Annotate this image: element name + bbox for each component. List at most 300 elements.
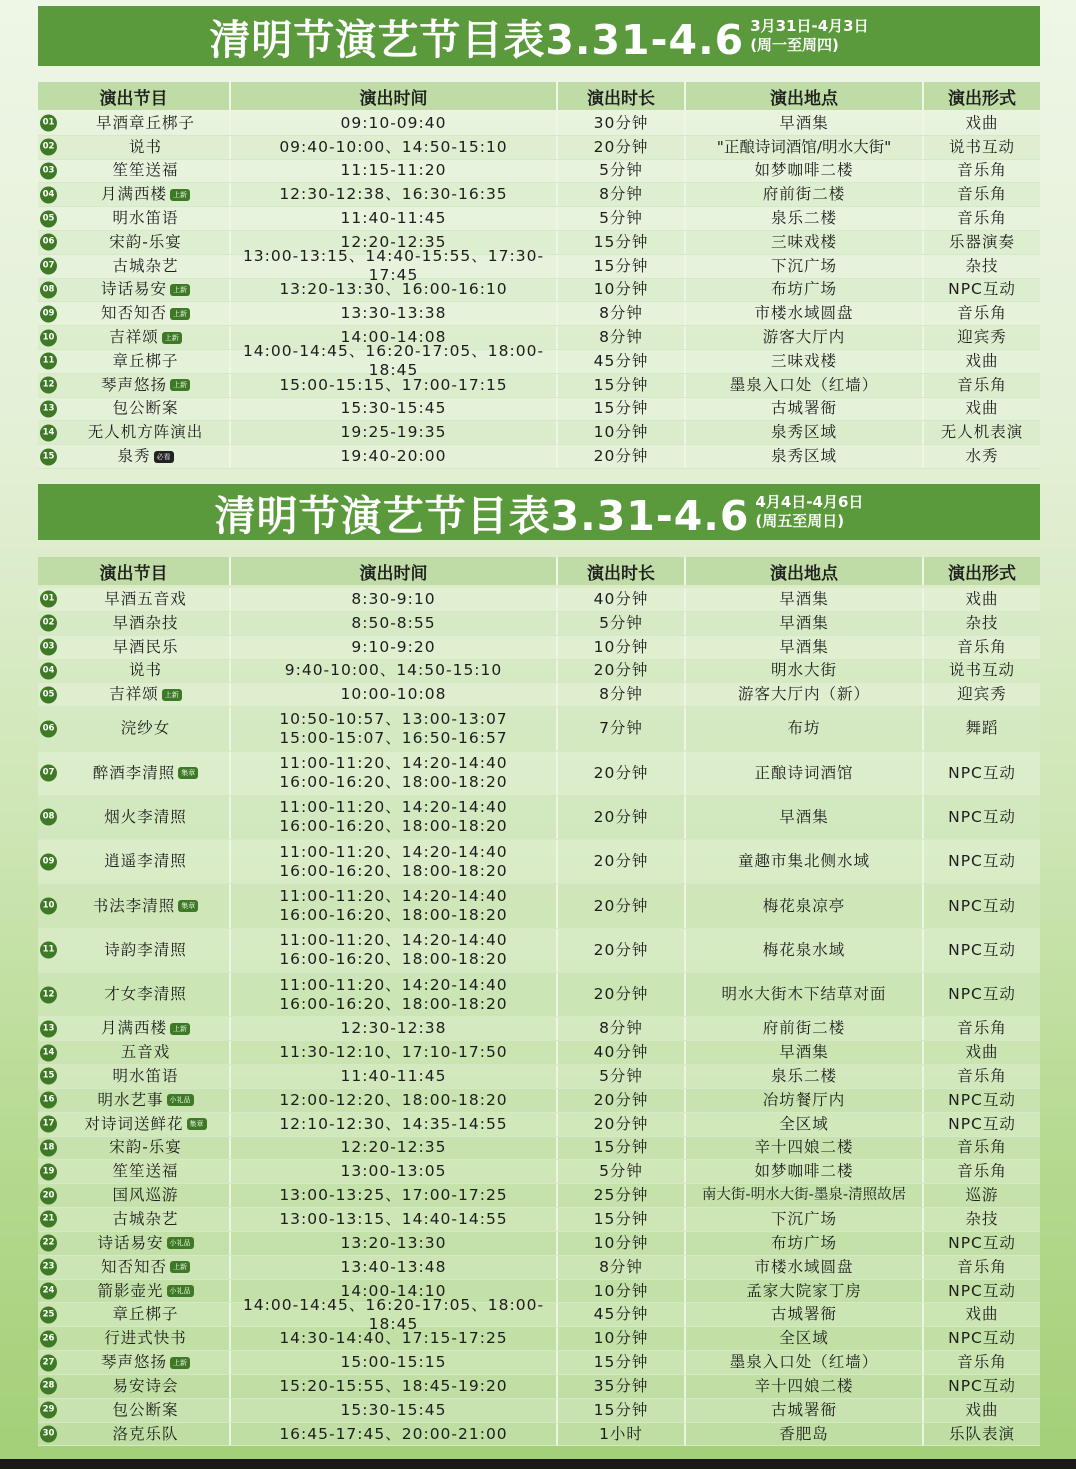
cell-place: 府前街二楼 [686,1017,924,1040]
row-number-badge: 10 [40,329,57,346]
time-line: 11:40-11:45 [340,1066,447,1085]
cell-place: 泉秀区域 [686,445,924,468]
program-name-wrap [101,1019,190,1038]
cell-program [38,1017,231,1040]
program-name: 早酒杂技 [112,613,179,632]
table-row [38,973,1040,1017]
cell-time [231,183,558,206]
cell-program [38,255,231,278]
program-name-wrap [101,185,190,204]
row-number-badge: 16 [40,1092,57,1109]
cell-program [38,1327,231,1350]
time-line: 13:00-13:05 [340,1162,447,1181]
program-name: 古城杂艺 [112,256,179,275]
cell-program [38,279,231,302]
cell-place: 辛十四娘二楼 [686,1375,924,1398]
cell-place: 童趣市集北侧水域 [686,840,924,883]
cell-time [231,1017,558,1040]
cell-program [38,1137,231,1160]
time-lines [279,185,507,204]
row-number-badge: 27 [40,1354,57,1371]
cell-place: 早酒集 [686,588,924,611]
time-line: 16:00-16:20、18:00-18:20 [279,906,508,925]
cell-duration: 20分钟 [558,840,686,883]
time-lines [279,1210,507,1229]
row-number-badge: 12 [40,377,57,394]
program-name: 对诗词送鲜花 [84,1114,184,1133]
cell-form: 戏曲 [965,1043,999,1062]
row-number-badge: 03 [40,162,57,179]
table-row [38,1017,1040,1041]
cell-form: 迎宾秀 [957,328,1007,347]
time-lines [341,1353,447,1372]
cell-time [231,445,558,468]
cell-duration: 40分钟 [558,1041,686,1064]
cell-place: 早酒集 [686,112,924,135]
cell-program [38,445,231,468]
row-number-badge: 29 [40,1402,57,1419]
time-line: 12:20-12:35 [340,232,447,251]
time-lines [279,1115,507,1134]
table-row [38,683,1040,707]
program-tag-badge: 上新 [162,332,182,344]
header-duration: 演出时长 [558,82,686,110]
table-row [38,398,1040,422]
cell-form: 说书互动 [948,137,1015,156]
program-tag-badge: 集章 [187,1118,207,1130]
cell-place: 如梦咖啡二楼 [686,160,924,183]
program-name: 包公断案 [112,1400,179,1419]
cell-program [38,1065,231,1088]
program-name: 醉酒李清照 [92,763,176,782]
cell-duration: 5分钟 [558,1160,686,1183]
program-name: 逍遥李清照 [104,852,187,871]
cell-program [38,160,231,183]
program-name-wrap [112,614,178,633]
cell-form: 戏曲 [965,351,999,370]
cell-place: 明水大街 [686,660,924,683]
cell-time [231,1089,558,1112]
table-row [38,796,1040,840]
row-number-badge: 09 [40,853,57,870]
program-name: 箭影壶光 [97,1281,164,1300]
cell-time [231,136,558,159]
row-number-badge: 21 [40,1211,57,1228]
cell-duration: 15分钟 [558,374,686,397]
time-lines [279,138,507,157]
time-line: 13:40-13:48 [340,1257,447,1276]
row-number-badge: 10 [40,898,57,915]
program-name-wrap [112,1162,178,1181]
program-name-wrap [112,1186,178,1205]
cell-duration: 15分钟 [558,1351,686,1374]
cell-time [231,1295,558,1333]
cell-duration: 8分钟 [558,326,686,349]
cell-time [231,973,558,1016]
cell-duration: 15分钟 [558,255,686,278]
time-line: 11:00-11:20、14:20-14:40 [279,754,508,773]
program-name: 易安诗会 [112,1376,179,1395]
program-name-wrap [109,685,182,704]
program-name: 知否知否 [100,304,167,323]
cell-time [231,707,558,750]
program-name-wrap [112,1377,178,1396]
cell-duration: 10分钟 [558,421,686,444]
time-line: 16:00-16:20、18:00-18:20 [279,950,508,969]
program-tag-badge: 必看 [154,451,174,463]
time-line: 16:00-16:20、18:00-18:20 [279,861,508,880]
section2-subtitle [755,493,863,531]
cell-form: 戏曲 [965,113,999,132]
cell-program [38,612,231,635]
program-name: 浣纱女 [120,719,171,738]
time-lines [351,590,435,609]
cell-place: 古城署衙 [686,1399,924,1422]
cell-duration: 10分钟 [558,279,686,302]
bottom-bar [0,1459,1076,1469]
section2-banner [38,484,1040,540]
header-place: 演出地点 [686,82,924,110]
cell-time [231,302,558,325]
program-name-wrap [112,1067,178,1086]
cell-program [38,421,231,444]
cell-form: NPC互动 [948,1329,1016,1348]
program-name: 明水艺事 [97,1090,164,1109]
cell-time [231,1327,558,1350]
cell-program [38,326,231,349]
time-lines [285,661,503,680]
section1-sub-days: (周一至周四) [750,36,839,54]
section1-header-row [38,82,1040,110]
program-name-wrap [104,941,187,960]
cell-duration: 20分钟 [558,1089,686,1112]
time-lines [341,209,447,228]
cell-place: 正酿诗词酒馆 [686,752,924,795]
table-row [38,112,1040,136]
cell-form: NPC互动 [948,763,1016,782]
cell-form: NPC互动 [948,896,1016,915]
header-form: 演出形式 [948,88,1016,109]
cell-duration: 8分钟 [558,1256,686,1279]
header-duration: 演出时长 [558,557,686,585]
row-number-badge: 25 [40,1306,57,1323]
cell-duration: 45分钟 [558,350,686,373]
cell-duration: 30分钟 [558,112,686,135]
table-row [38,752,1040,796]
cell-time [231,796,558,839]
cell-duration: 8分钟 [558,302,686,325]
cell-duration: 20分钟 [558,445,686,468]
cell-time [231,374,558,397]
cell-form: NPC互动 [948,852,1016,871]
cell-program [38,707,231,750]
program-name: 吉祥颂 [109,685,159,704]
cell-place: 市楼水域圆盘 [686,302,924,325]
time-lines [341,447,447,466]
row-number-badge: 03 [40,639,57,656]
table-row [38,588,1040,612]
time-line: 15:00-15:07、16:50-16:57 [279,728,508,747]
cell-time [231,421,558,444]
program-tag-badge: 小礼品 [167,1094,194,1106]
cell-duration: 20分钟 [558,136,686,159]
time-lines [279,1425,507,1444]
time-line: 11:00-11:20、14:20-14:40 [279,887,508,906]
time-line: 16:45-17:45、20:00-21:00 [279,1424,508,1443]
time-line: 15:00-15:15、17:00-17:15 [279,375,508,394]
program-name-wrap [104,985,187,1004]
program-name-wrap [97,1234,193,1253]
row-number-badge: 14 [40,424,57,441]
cell-place: 早酒集 [686,796,924,839]
table-row [38,636,1040,660]
program-name-wrap [112,1305,178,1324]
row-number-badge: 01 [40,115,57,132]
row-number-badge: 24 [40,1283,57,1300]
time-line: 8:50-8:55 [351,613,436,632]
cell-place: 香肥岛 [686,1423,924,1446]
cell-program [38,884,231,927]
time-lines [279,376,507,395]
row-number-badge: 12 [40,986,57,1003]
cell-form: NPC互动 [948,940,1016,959]
time-line: 14:00-14:08 [340,328,447,347]
cell-place: 泉乐二楼 [686,1065,924,1088]
cell-form: 杂技 [965,1209,999,1228]
program-name-wrap [129,138,162,157]
cell-place: 下沉广场 [686,1208,924,1231]
table-row [38,445,1040,469]
cell-time [231,1399,558,1422]
time-lines [351,638,435,657]
cell-time [231,1256,558,1279]
time-line: 13:20-13:30 [340,1233,447,1252]
cell-place: 下沉广场 [686,255,924,278]
program-tag-badge: 上新 [162,689,182,701]
cell-duration: 40分钟 [558,588,686,611]
program-name-wrap [112,209,178,228]
section1-table [38,112,1040,469]
time-line: 11:15-11:20 [340,161,447,180]
row-number-badge: 01 [40,591,57,608]
table-row [38,1089,1040,1113]
program-tag-badge: 集章 [178,900,198,912]
row-number-badge: 04 [40,186,57,203]
program-name: 笙笙送福 [112,161,179,180]
cell-program [38,183,231,206]
time-line: 13:00-13:15、14:40-14:55 [279,1209,508,1228]
program-name: 包公断案 [112,399,179,418]
time-lines [279,1186,507,1205]
cell-form: 音乐角 [957,1138,1007,1157]
cell-form: 戏曲 [965,1305,999,1324]
cell-program [38,350,231,373]
cell-time [231,884,558,927]
cell-form: NPC互动 [948,1090,1016,1109]
time-line: 19:25-19:35 [340,423,447,442]
row-number-badge: 18 [40,1139,57,1156]
cell-duration: 20分钟 [558,1113,686,1136]
row-number-badge: 06 [40,234,57,251]
program-name: 无人机方阵演出 [87,423,204,442]
cell-program [38,1041,231,1064]
cell-form: 音乐角 [957,1353,1007,1372]
time-lines [279,280,507,299]
cell-time [231,1113,558,1136]
table-row [38,1160,1040,1184]
cell-time [231,1375,558,1398]
time-line: 11:00-11:20、14:20-14:40 [279,842,508,861]
program-name: 诗话易安 [97,1233,164,1252]
time-line: 12:20-12:35 [340,1138,447,1157]
cell-place: 早酒集 [686,636,924,659]
cell-time [231,398,558,421]
cell-place: 布坊 [686,707,924,750]
header-time: 演出时间 [231,82,558,110]
program-name: 洛克乐队 [112,1424,179,1443]
program-name-wrap [112,1401,178,1420]
cell-place: 三味戏楼 [686,231,924,254]
cell-form: 杂技 [965,256,999,275]
program-name: 吉祥颂 [109,328,159,347]
time-line: 12:30-12:38、16:30-16:35 [279,185,508,204]
cell-place: 墨泉入口处（红墙） [686,374,924,397]
cell-duration: 8分钟 [558,683,686,706]
program-name-wrap [112,352,178,371]
row-number-badge: 08 [40,809,57,826]
cell-form: 音乐角 [957,304,1007,323]
row-number-badge: 17 [40,1116,57,1133]
program-name-wrap [129,661,162,680]
cell-duration: 10分钟 [558,1232,686,1255]
program-name-wrap [101,1258,190,1277]
section2-table [38,588,1040,1446]
program-name: 章丘梆子 [112,351,179,370]
cell-form: 迎宾秀 [957,685,1007,704]
cell-place: 全区域 [686,1113,924,1136]
section2-sub-days: (周五至周日) [755,512,845,530]
row-number-badge: 15 [40,1068,57,1085]
program-name-wrap [112,257,178,276]
cell-program [38,1375,231,1398]
cell-program [38,112,231,135]
time-line: 16:00-16:20、18:00-18:20 [279,817,508,836]
time-line: 11:00-11:20、14:20-14:40 [279,975,508,994]
table-row [38,1232,1040,1256]
time-lines [279,976,507,1014]
cell-time [231,342,558,380]
program-name: 古城杂艺 [112,1209,179,1228]
time-line: 12:10-12:30、14:35-14:55 [279,1114,508,1133]
cell-place: 布坊广场 [686,279,924,302]
program-tag-badge: 小礼品 [167,1285,194,1297]
time-line: 9:40-10:00、14:50-15:10 [284,661,503,680]
table-row [38,884,1040,928]
table-row [38,279,1040,303]
cell-form: 音乐角 [957,375,1007,394]
cell-program [38,1399,231,1422]
time-line: 11:00-11:20、14:20-14:40 [279,931,508,950]
program-name: 琴声悠扬 [100,1353,167,1372]
program-tag-badge: 上新 [170,284,190,296]
row-number-badge: 13 [40,1020,57,1037]
program-name-wrap [97,1091,193,1110]
table-row [38,421,1040,445]
program-name: 月满西楼 [100,1019,167,1038]
cell-form: 音乐角 [957,1066,1007,1085]
time-lines [341,1234,447,1253]
cell-program [38,1256,231,1279]
table-row [38,612,1040,636]
cell-place: 古城署衙 [686,398,924,421]
time-lines [341,1019,447,1038]
cell-form: 音乐角 [957,637,1007,656]
cell-form: NPC互动 [948,985,1016,1004]
program-name: 笙笙送福 [112,1162,179,1181]
table-row [38,183,1040,207]
header-program: 演出节目 [38,557,231,585]
program-name-wrap [97,1282,193,1301]
program-tag-badge: 上新 [170,1357,190,1369]
program-name-wrap [104,808,187,827]
cell-form: 舞蹈 [965,719,999,738]
program-tag-badge: 上新 [170,189,190,201]
header-place: 演出地点 [686,557,924,585]
cell-place: 孟家大院家丁房 [686,1280,924,1303]
time-line: 12:30-12:38 [340,1019,447,1038]
row-number-badge: 14 [40,1044,57,1061]
time-line: 15:30-15:45 [340,1400,447,1419]
program-name: 泉秀 [117,447,151,466]
cell-duration: 45分钟 [558,1303,686,1326]
time-line: 11:30-12:10、17:10-17:50 [279,1043,508,1062]
cell-duration: 1小时 [558,1423,686,1446]
program-name-wrap [109,233,182,252]
time-line: 9:10-9:20 [351,637,436,656]
row-number-badge: 20 [40,1187,57,1204]
time-lines [341,1162,447,1181]
cell-place: 梅花泉水域 [686,929,924,972]
row-number-badge: 11 [40,353,57,370]
row-number-badge: 07 [40,258,57,275]
cell-time [231,1065,558,1088]
time-lines [341,1138,447,1157]
time-line: 14:00-14:10 [340,1281,447,1300]
cell-form: 乐器演奏 [948,232,1015,251]
row-number-badge: 02 [40,615,57,632]
cell-time [231,1208,558,1231]
program-name-wrap [112,399,178,418]
cell-time [231,247,558,285]
time-lines [279,1329,507,1348]
program-name-wrap [109,1138,182,1157]
cell-time [231,752,558,795]
time-lines [279,710,507,748]
time-line: 16:00-16:20、18:00-18:20 [279,994,508,1013]
table-row [38,374,1040,398]
cell-program [38,136,231,159]
row-number-badge: 07 [40,765,57,782]
row-number-badge: 05 [40,210,57,227]
cell-duration: 10分钟 [558,1327,686,1350]
program-tag-badge: 上新 [170,308,190,320]
time-lines [341,1401,447,1420]
cell-program [38,588,231,611]
cell-form: 戏曲 [965,1400,999,1419]
cell-time [231,1423,558,1446]
table-row [38,1295,1040,1333]
cell-program [38,1232,231,1255]
